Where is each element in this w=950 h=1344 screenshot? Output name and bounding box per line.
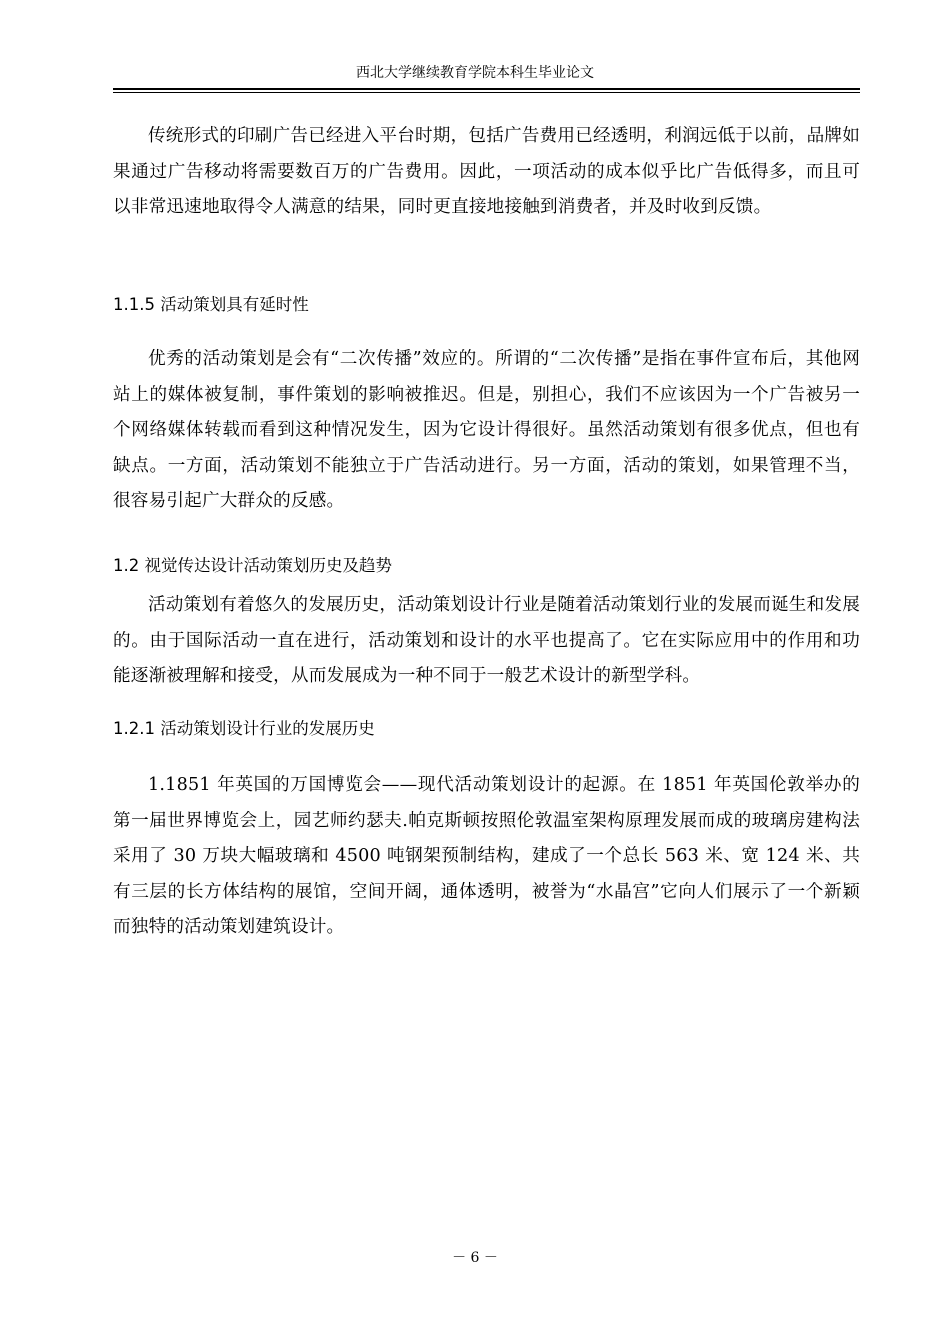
paragraph-great-exhibition: 1.1851 年英国的万国博览会——现代活动策划设计的起源。在 1851 年英国伦敦举办的第一届世界博览会上，园艺师约瑟夫.帕克斯顿按照伦敦温室架构原理发展而成的玻璃房建构法采用了 30 万块大幅玻璃和 4500 吨钢架预制结构，建成了一个总长 563 米、宽 124 米、共有三层的长方体结构的展馆，空间开阔，通体透明，被誉为“水晶宫”它向人们展示了一个新颖而独特的活动策划建筑设计。 [113, 775, 860, 937]
paragraph-print-ads: 传统形式的印刷广告已经进入平台时期，包括广告费用已经透明，利润远低于以前，品牌如果通过广告移动将需要数百万的广告费用。因此，一项活动的成本似乎比广告低得多，而且可以非常迅速地取得令人满意的结果，同时更直接地接触到消费者，并及时收到反馈。 [113, 126, 860, 217]
page-number: － 6 － [452, 1250, 498, 1266]
section-heading-1-2: 1.2 视觉传达设计活动策划历史及趋势 [113, 556, 392, 575]
section-heading-1-1-5: 1.1.5 活动策划具有延时性 [113, 295, 309, 314]
paragraph-secondary-spread: 优秀的活动策划是会有“二次传播”效应的。所谓的“二次传播”是指在事件宣布后，其他网站上的媒体被复制，事件策划的影响被推迟。但是，别担心，我们不应该因为一个广告被另一个网络媒体转载而看到这种情况发生，因为它设计得很好。虽然活动策划有很多优点，但也有缺点。一方面，活动策划不能独立于广告活动进行。另一方面，活动的策划，如果管理不当，很容易引起广大群众的反感。 [113, 349, 860, 511]
header-rule-thin [113, 92, 860, 93]
running-header-title: 西北大学继续教育学院本科生毕业论文 [356, 65, 594, 81]
header-rule-thick [113, 88, 860, 90]
section-heading-1-2-1: 1.2.1 活动策划设计行业的发展历史 [113, 719, 375, 738]
paragraph-history-overview: 活动策划有着悠久的发展历史，活动策划设计行业是随着活动策划行业的发展而诞生和发展的。由于国际活动一直在进行，活动策划和设计的水平也提高了。它在实际应用中的作用和功能逐渐被理解和接受，从而发展成为一种不同于一般艺术设计的新型学科。 [113, 595, 860, 686]
